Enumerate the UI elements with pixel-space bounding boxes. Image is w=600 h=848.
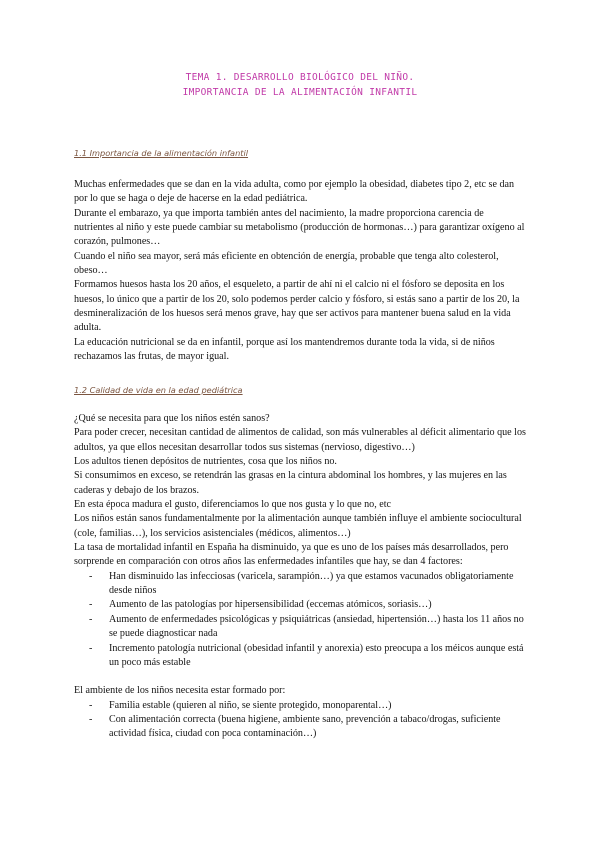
paragraph: Los adultos tienen depósitos de nutrientes, cosa que los niños no. [74,456,337,468]
paragraph: La educación nutricional se da en infantil, porque así los mantendremos durante toda la vida, si de niños rechazamos las frutas, de mayor igual. [74,336,495,363]
paragraph: Muchas enfermedades que se dan en la vida adulta, como por ejemplo la obesidad, diabetes tipo 2, etc se dan por lo que se haga o deje de hacerse en la edad pediátrica. [74,179,515,205]
title-line-1: TEMA 1. DESARROLLO BIOLÓGICO DEL NIÑO. [185,72,415,83]
list-item: - Con alimentación correcta (buena higiene, ambiente sano, prevención a tabaco/drogas, suficiente actividad física, ciudad con poca contaminación…) [74,713,526,742]
paragraph: Los niños están sanos fundamentalmente por la alimentación aunque también influye el ambiente sociocultural (cole, familias…), los servicios asistenciales (médicos, alimentos…) [74,513,522,539]
section-2-body [74,412,526,742]
paragraph: ¿Qué se necesita para que los niños estén sanos? [74,413,270,424]
paragraph: La tasa de mortalidad infantil en España ha disminuido, ya que es uno de los países más desarrollados, pero sorprende en comparación con otros años las enfermedades infantiles que hay, se dan 4 factores: [74,542,509,568]
environment-intro: El ambiente de los niños necesita estar formado por: [74,685,286,697]
list-item: - Aumento de las patologías por hipersensibilidad (eccemas atómicos, soriasis…) [74,598,526,612]
factors-list [74,570,526,670]
list-item: - Aumento de enfermedades psicológicas y psiquiátricas (ansiedad, hipertensión…) hasta los 11 años no se puede diagnosticar nada [74,613,526,642]
list-item: - Han disminuido las infecciosas (varicela, sarampión…) ya que estamos vacunados obligatoriamente desde niños [74,570,526,599]
paragraph: Si consumimos en exceso, se retendrán las grasas en la cintura abdominal los hombres, y las mujeres en las caderas y debajo de los brazos. [74,470,507,496]
paragraph: Cuando el niño sea mayor, será más eficiente en obtención de energía, probable que tenga alto colesterol, obeso… [74,250,499,277]
list-item: - Familia estable (quieren al niño, se siente protegido, monoparental…) [74,699,526,713]
environment-list [74,699,526,742]
list-item: - Incremento patología nutricional (obesidad infantil y anorexia) esto preocupa a los méicos aunque está un poco más estable [74,642,526,671]
section-1-heading: 1.1 Importancia de la alimentación infantil [74,148,249,158]
paragraph: En esta época madura el gusto, diferenciamos lo que nos gusta y lo que no, etc [74,499,392,511]
document-title [0,70,600,100]
paragraph: Durante el embarazo, ya que importa también antes del nacimiento, la madre proporciona carencia de nutrientes al niño y este puede cambiar su metabolismo (producción de hormonas…) para garantizar oxígeno al corazón, pulmones… [74,207,525,248]
section-2-heading: 1.2 Calidad de vida en la edad pediátrica [74,385,243,395]
paragraph: Para poder crecer, necesitan cantidad de alimentos de calidad, son más vulnerables al déficit alimentario que los adultos, ya que ellos necesitan desarrollar todos sus sistemas (nervioso, digestivo…) [74,427,526,453]
paragraph: Formamos huesos hasta los 20 años, el esqueleto, a partir de ahí ni el calcio ni el fósforo se deposita en los huesos, lo único que a partir de los 20, solo podemos perder calcio y fósforo, si estás sano a partir de los 20, la desmineralización de los huesos será menos grave, hay que ser activos para mantener buena salud en la vida adulta. [74,279,520,334]
title-line-2: IMPORTANCIA DE LA ALIMENTACIÓN INFANTIL [182,87,418,98]
section-1-body [74,178,526,364]
